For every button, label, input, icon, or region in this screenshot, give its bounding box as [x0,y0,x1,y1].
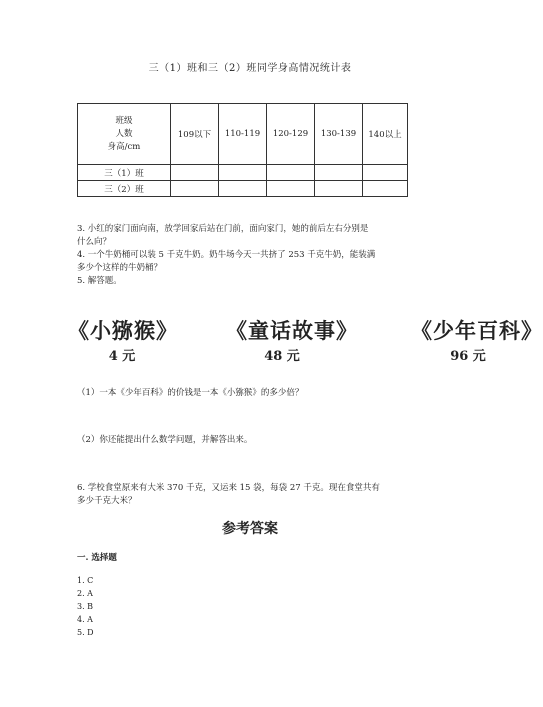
diagonal-header-cell [78,104,171,165]
row-label: 三（1）班 [78,165,171,181]
table-cell [219,181,267,197]
column-header: 110-119 [219,104,267,165]
column-header: 120-129 [267,104,315,165]
column-header: 130-139 [315,104,363,165]
table-header-row [78,104,408,165]
table-cell [363,181,408,197]
answer-item: 5. D [77,628,94,637]
question-4 [77,249,427,275]
answer-item: 2. A [77,589,93,598]
height-statistics-table [77,103,408,197]
question-4-line-1: 4. 一个牛奶桶可以装 5 千克牛奶。奶牛场今天一共挤了 253 千克牛奶，能装满 [77,250,376,260]
table-cell [315,181,363,197]
table-row [78,165,408,181]
book-price-tonghuagushi: 48 元 [264,349,300,364]
question-5-1: （1）一本《少年百科》的价钱是一本《小猕猴》的多少倍？ [77,388,304,398]
question-3-line-1: 3. 小红的家门面向南，放学回家后站在门前，面向家门，她的前后左右分别是 [77,224,369,234]
answers-section-heading: 一. 选择题 [77,553,117,563]
question-6-line-1: 6. 学校食堂原来有大米 370 千克，又运来 15 袋，每袋 27 千克。现在食堂共有 [77,483,380,493]
table-cell [171,165,219,181]
table-cell [267,181,315,197]
question-5: 5. 解答题。 [77,276,122,286]
table-cell [363,165,408,181]
answers-title: 参考答案 [222,521,278,537]
table-cell [315,165,363,181]
column-header: 140以上 [363,104,408,165]
answer-item: 4. A [77,615,93,624]
table-cell [219,165,267,181]
book-price-xiaomihou: 4 元 [108,349,136,364]
header-class-label: 班级 [115,115,133,126]
book-price-shaonianbaike: 96 元 [450,349,486,364]
question-3 [77,223,427,249]
answer-item: 1. C [77,576,94,585]
book-title-tonghuagushi: 《童话故事》 [226,318,358,343]
table-row [78,181,408,197]
header-people-label: 人数 [115,128,133,139]
question-6 [77,482,427,508]
table-title: 三（1）班和三（2）班同学身高情况统计表 [148,63,352,74]
book-title-shaonianbaike: 《少年百科》 [411,318,543,343]
table-cell [267,165,315,181]
book-title-xiaomihou: 《小猕猴》 [68,318,178,343]
question-6-line-2: 多少千克大米？ [77,496,137,506]
row-label: 三（2）班 [78,181,171,197]
header-height-label: 身高/cm [107,141,141,152]
question-5-2: （2）你还能提出什么数学问题，并解答出来。 [77,435,253,445]
table-cell [171,181,219,197]
question-4-line-2: 多少个这样的牛奶桶？ [77,263,163,273]
question-3-line-2: 什么向？ [77,237,112,247]
column-header: 109以下 [171,104,219,165]
answer-item: 3. B [77,602,94,611]
